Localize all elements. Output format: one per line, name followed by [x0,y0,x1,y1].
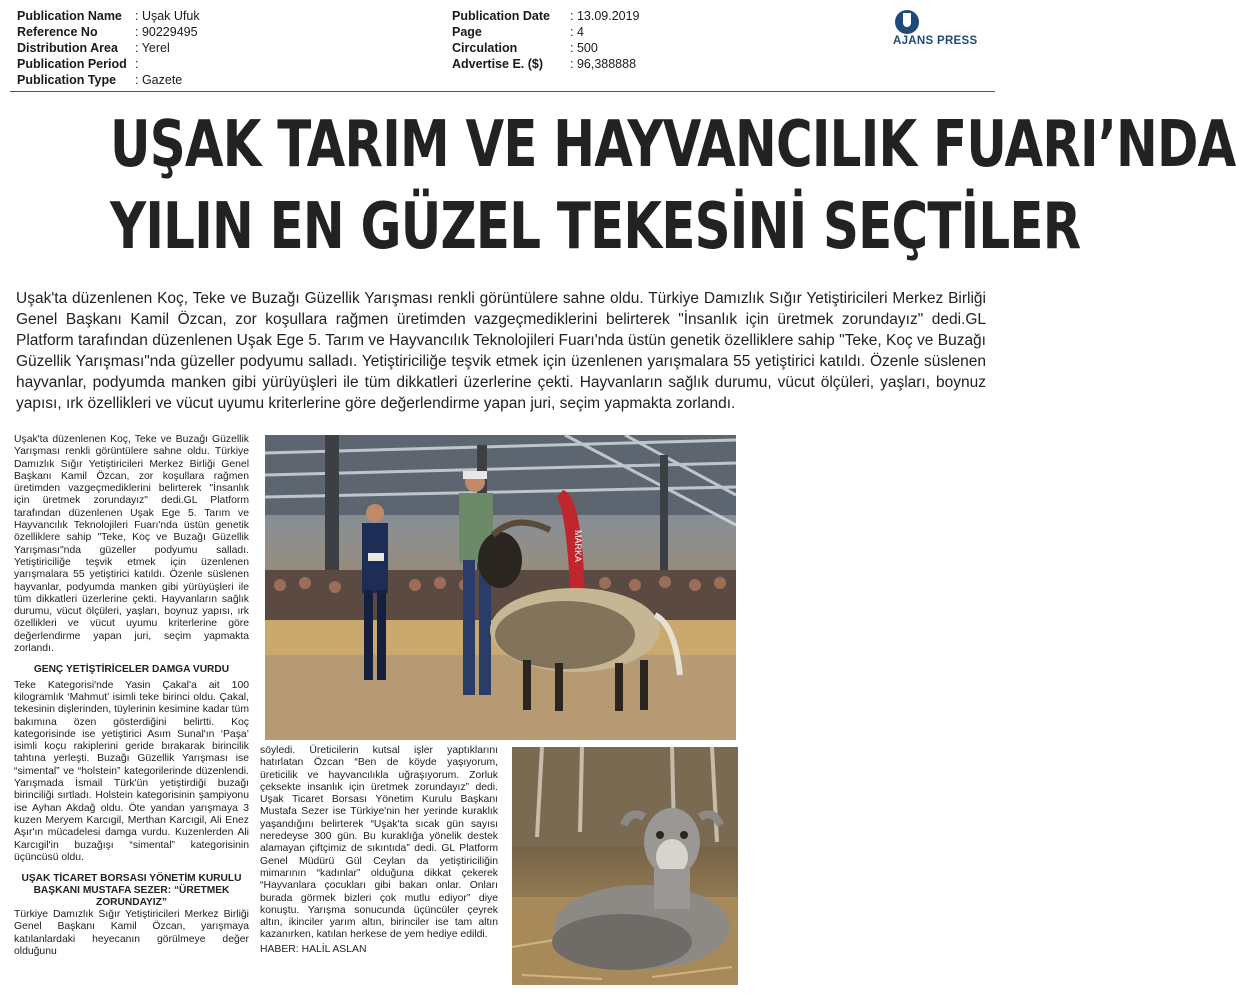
meta-row [452,40,640,56]
meta-label: Publication Date [452,9,550,23]
logo-text: AJANS PRESS [893,35,978,47]
meta-label: Distribution Area [17,41,118,55]
ajans-press-logo [893,10,989,48]
body-paragraph: Teke Kategorisi'nde Yasin Çakal'a ait 100 kilogramlık ‘Mahmut’ isimli teke birinci oldu. Çakal, tekesinin dişlerinden, tüylerinin kesimine kadar tüm bakımına özen gösterdiğini belirtti. Koç kategorisinde ise yetiştirici Asım Sunal'ın ‘Paşa’ isimli koçu rakiplerini geride bırakarak birincilik tahtına yerleşti. Buzağı Güzellik Yarışması ise “simental” ve “holstein” kategorilerinde düzenlendi. Yarışmada İsmail Türk'ün yetiştirdiği buzağı birinciliği sırtladı. Holstein kategorisinin şampiyonu ise Ayhan Akdağ oldu. Öte yandan yarışmaya 3 kuzen Meryem Karcıgil, Merthan Karcıgil, Ali Enez Aşır'ın mücadelesi damga vurdu. Kuzenlerden Ali Karcıgil'in buzağışı “simental” kategorisinin üçüncüsü oldu. [14,679,249,863]
section-subheading: GENÇ YETİŞTİRİCELER DAMGA VURDU [33,664,230,676]
meta-value: : 500 [570,41,598,55]
banner-text: MARKA [573,530,583,563]
meta-row [452,56,640,72]
article-column-middle [260,745,498,956]
meta-row [452,24,640,40]
publication-meta-left [17,8,200,88]
body-paragraph: Türkiye Damızlık Sığır Yetiştiricileri Merkez Birliği Genel Başkanı Kamil Özcan, yarışmaya katılanlardaki heyecanın görülmeye değer olduğunu [14,909,249,957]
meta-label: Page [452,25,482,39]
meta-row [17,24,200,40]
photo-young-goat-illustration [512,747,738,985]
meta-value: : [135,57,139,71]
meta-value: : 4 [570,25,584,39]
meta-value: : 13.09.2019 [570,9,640,23]
meta-value: : Uşak Ufuk [135,9,200,23]
meta-row [452,8,640,24]
headline-line-1: UŞAK TARIM VE HAYVANCILIK FUARI’NDA [110,108,1236,182]
publication-meta-right [452,8,640,72]
meta-row [17,40,200,56]
article-lead: Uşak'ta düzenlenen Koç, Teke ve Buzağı Güzellik Yarışması renkli görüntülere sahne oldu. Türkiye Damızlık Sığır Yetiştiricileri Merkez Birliği Genel Başkanı Kamil Özcan, zor koşullara rağmen üretimden vazgeçmediklerini belirterek "İnsanlık için üretmek zorundayız" dedi.GL Platform tarafından düzenlenen Uşak Ege 5. Tarım ve Hayvancılık Teknolojileri Fuarı'nda üstün genetik özelliklere sahip "Teke, Koç ve Buzağı Güzellik Yarışması"nda güzeller podyumu salladı. Yetiştiriciliğe teşvik etmek için üzenlenen yarışmalara 55 yetiştirici katıldı. Özenle süslenen hayvanlar, podyumda manken gibi yürüyüşleri ile tüm dikkatleri üzerlerine çekti. Hayvanların sağlık durumu, vücut ölçüleri, yaşları, boynuz yapısı, ırk özellikleri ve vücut uyumu kriterlerine göre değerlendirme yapan juri, seçim yapmakta zorlandı. [16,290,986,412]
body-paragraph: söyledi. Üreticilerin kutsal işler yaptıklarını hatırlatan Özcan “Ben de köyde yaşıyorum, üreticilik ve hayvancılıkla uğraşıyorum. Zorluk çeksekte insanlık için üretmek zorundayız” dedi. Uşak Ticaret Borsası Yönetim Kurulu Başkanı Mustafa Sezer ise Türkiye'nin her yerinde kuraklık yaşandığını belirterek “Uşak'ta sıcak gün sayısı neredeyse 300 gün. Bu kuraklığa yönelik destek alamayan çiftçimiz de sıkıntıda” dedi. GL Platform Genel Müdürü Gül Ceylan da yetiştiriciliğin mimarının “kadınlar” olduğuna dikkat çekerek “Hayvanlara çocukları gibi bakan onlar. Onları burada görmek bizleri çok mutlu ediyor” diye konuştu. Yarışma sonucunda üçüncüler çeyrek altın, ikinciler yarım altın, birinciler ise tam altın kazanırken, katılan herkese de yem hediye edildi. [260,745,498,941]
meta-value: : 90229495 [135,25,198,39]
meta-label: Publication Period [17,57,127,71]
meta-label: Reference No [17,25,98,39]
photo-young-goat [512,747,738,985]
photo-goat-contest-illustration [265,435,736,740]
headline-line-2: YILIN EN GÜZEL TEKESİNİ SEÇTİLER [110,190,1081,264]
meta-value: : Gazete [135,73,183,87]
meta-value: : 96,388888 [570,57,637,71]
photo-goat-contest [265,435,736,740]
meta-row [17,8,200,24]
article-column-left [14,434,249,958]
header-divider [10,91,995,92]
meta-label: Publication Name [17,9,122,23]
meta-row [17,72,200,88]
meta-label: Advertise E. ($) [452,57,544,71]
byline: HABER: HALİL ASLAN [260,943,367,955]
body-paragraph: Uşak'ta düzenlenen Koç, Teke ve Buzağı Güzellik Yarışması renkli görüntülere sahne oldu. Türkiye Damızlık Sığır Yetiştiricileri Merkez Birliği Genel Başkanı Kamil Özcan, zor koşullara rağmen üretimden vazgeçmediklerini belirterek "İnsanlık için üretmek zorundayız" dedi.GL Platform tarafından düzenlenen Uşak Ege 5. Tarım ve Hayvancılık Teknolojileri Fuarı'nda üstün genetik özelliklere sahip "Teke, Koç ve Buzağı Güzellik Yarışması"nda güzeller podyumu salladı. Yetiştiriciliğe teşvik etmek için üzenlenen yarışmalara 55 yetiştirici katıldı. Özenle süslenen hayvanlar, podyumda manken gibi yürüyüşleri ile tüm dikkatleri üzerlerine çekti. Hayvanların sağlık durumu, vücut ölçüleri, yaşları, boynuz yapısı, ırk özellikleri ve vücut uyumu kriterlerine göre değerlendirme yapan juri, seçim yapmakta zorlandı. [14,434,249,655]
meta-label: Circulation [452,41,518,55]
ajans-press-logo-icon [895,10,919,34]
meta-value: : Yerel [135,41,170,55]
meta-row [17,56,200,72]
meta-label: Publication Type [17,73,117,87]
section-subheading: UŞAK TİCARET BORSASI YÖNETİM KURULU BAŞKANI MUSTAFA SEZER: “ÜRETMEK ZORUNDAYIZ” [21,873,242,909]
